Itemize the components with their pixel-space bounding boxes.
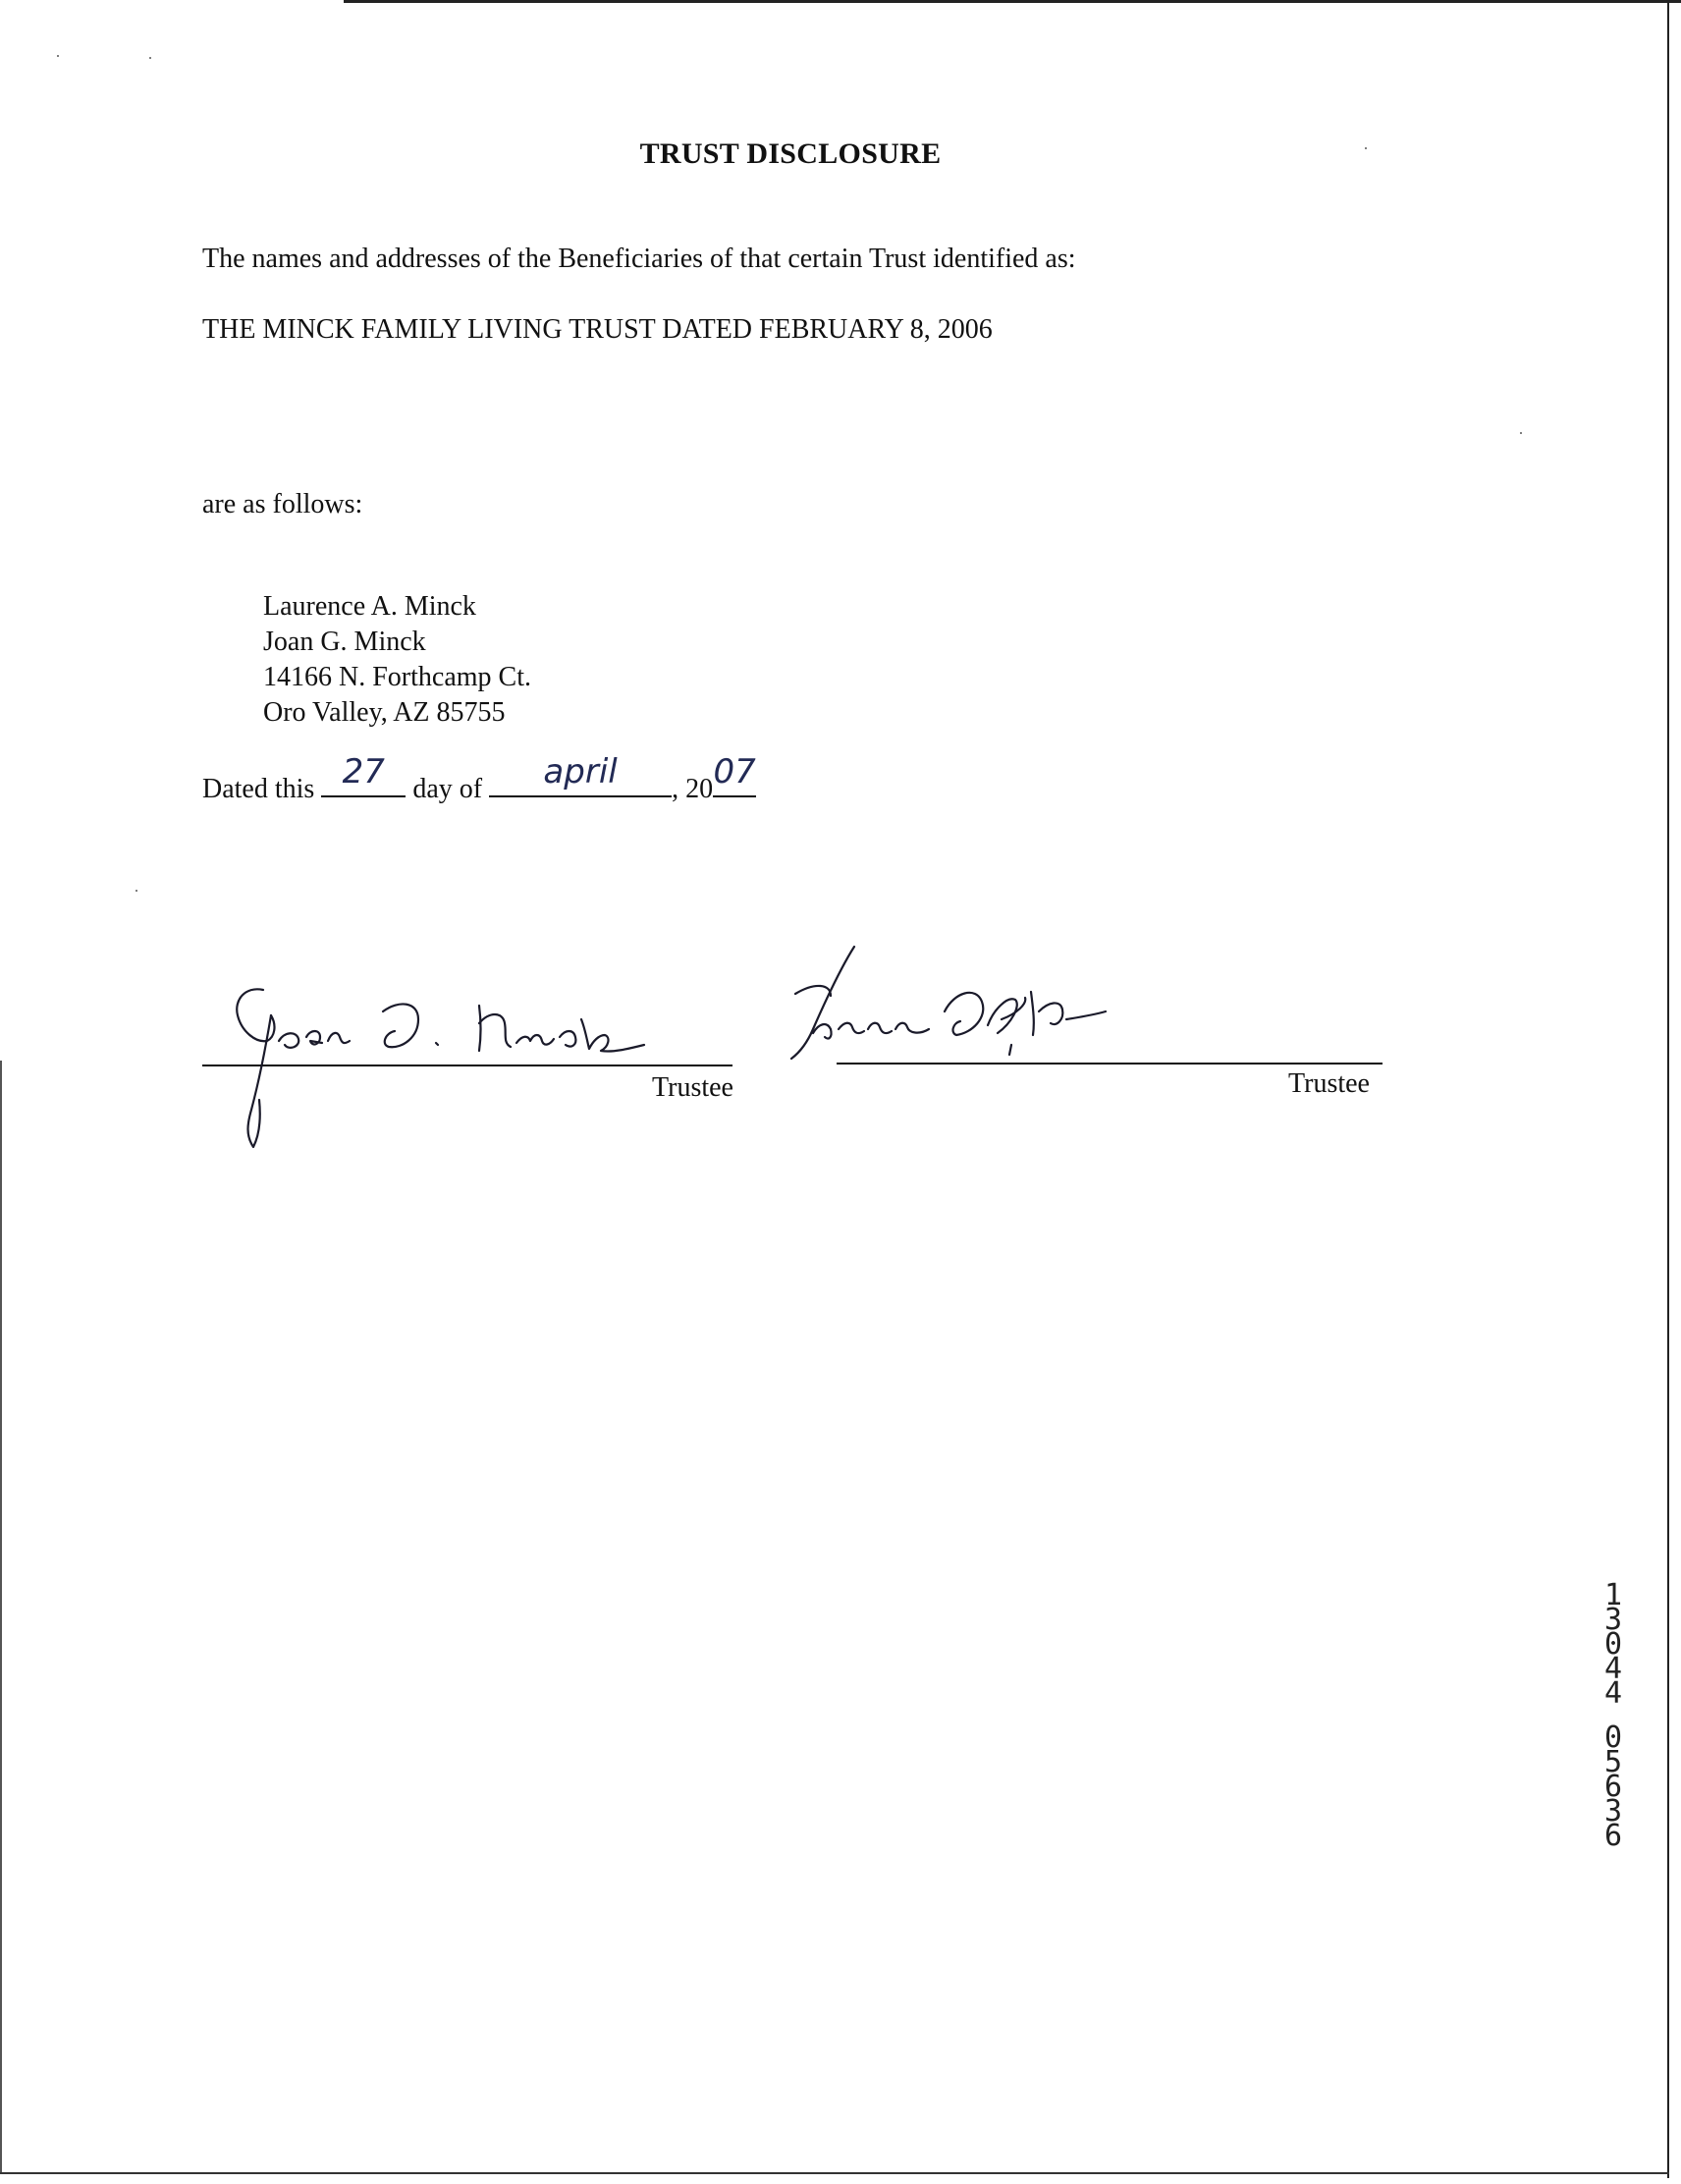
- scan-speck: [136, 890, 137, 892]
- scan-speck: [149, 57, 151, 59]
- year-handwritten: 07: [713, 752, 756, 792]
- stamp-digit: 3: [1603, 1603, 1623, 1637]
- beneficiary-city: Oro Valley, AZ 85755: [263, 697, 506, 728]
- scan-speck: [1520, 432, 1522, 434]
- beneficiary-name-2: Joan G. Minck: [263, 627, 426, 657]
- document-title: TRUST DISCLOSURE: [639, 137, 942, 170]
- scan-border-left: [0, 1061, 2, 2172]
- stamp-digit: 5: [1603, 1745, 1623, 1779]
- stamp-digit: 4: [1603, 1652, 1623, 1686]
- stamp-digit: 0: [1603, 1627, 1623, 1662]
- beneficiary-name-1: Laurence A. Minck: [263, 591, 476, 622]
- day-handwritten: 27: [342, 752, 385, 792]
- day-field: [321, 752, 406, 797]
- year-prefix: , 20: [672, 774, 714, 804]
- stamp-digit: 3: [1603, 1794, 1623, 1829]
- scan-border-top: [344, 0, 1681, 3]
- month-handwritten: april: [543, 752, 618, 792]
- scan-speck: [57, 55, 59, 57]
- document-stamp-number: [1599, 1578, 1628, 1853]
- day-of-text: day of: [412, 774, 483, 804]
- stamp-digit: 6: [1603, 1770, 1623, 1804]
- beneficiary-street: 14166 N. Forthcamp Ct.: [263, 662, 531, 692]
- dated-prefix: Dated this: [202, 774, 315, 804]
- signature-joan-minck: [216, 972, 746, 1169]
- trustee-label-left: Trustee: [652, 1072, 733, 1103]
- stamp-digit: 0: [1603, 1720, 1623, 1755]
- month-field: [489, 752, 672, 797]
- dated-line: [202, 752, 756, 805]
- signature-laurence-minck: [736, 939, 1149, 1116]
- stamp-digit: 1: [1603, 1578, 1623, 1612]
- follows-text: are as follows:: [202, 489, 363, 519]
- scan-border-bottom: [0, 2172, 1669, 2174]
- scan-border-right: [1667, 0, 1669, 2178]
- trustee-label-right: Trustee: [1288, 1068, 1370, 1099]
- trust-name: THE MINCK FAMILY LIVING TRUST DATED FEBRUARY 8, 2006: [202, 314, 993, 345]
- stamp-digit: 6: [1603, 1819, 1623, 1853]
- year-field: [713, 752, 756, 797]
- intro-text: The names and addresses of the Beneficiaries of that certain Trust identified as:: [202, 244, 1076, 274]
- stamp-digit: 4: [1603, 1676, 1623, 1711]
